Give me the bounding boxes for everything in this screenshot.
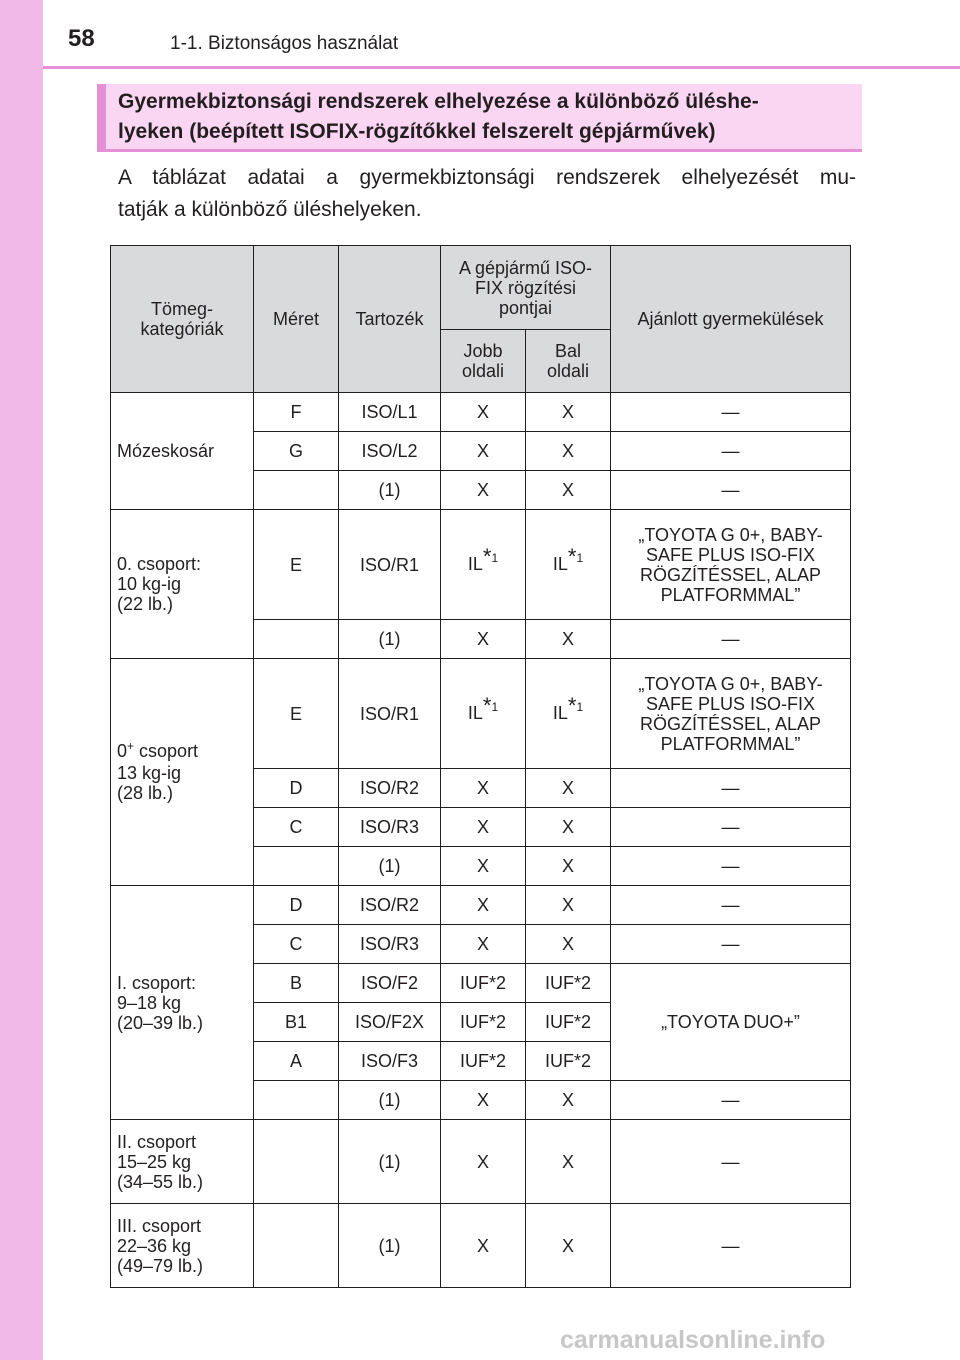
size-cell: A — [254, 1042, 339, 1081]
intro-line-1: A táblázat adatai a gyermekbiztonsági rendszerek elhelyezését mu- — [118, 166, 856, 189]
right-cell: IUF*2 — [441, 1003, 526, 1042]
size-cell — [254, 620, 339, 659]
weight-group-label: Mózeskosár — [111, 393, 254, 510]
header-weight-category: Tömeg- kategóriák — [111, 246, 254, 393]
size-cell: F — [254, 393, 339, 432]
left-cell: IL*$^1$ — [526, 659, 611, 769]
header-right-side: Jobb oldali — [441, 330, 526, 393]
left-cell: X — [526, 925, 611, 964]
fixture-cell: (1) — [339, 1120, 441, 1204]
left-cell: X — [526, 847, 611, 886]
weight-group-label: III. csoport 22–36 kg (49–79 lb.) — [111, 1204, 254, 1288]
header-isofix-points: A gépjármű ISO- FIX rögzítési pontjai — [441, 246, 611, 330]
left-cell: X — [526, 432, 611, 471]
recommended-cell: — — [611, 808, 851, 847]
recommended-cell: — — [611, 925, 851, 964]
weight-group-label: I. csoport: 9–18 kg (20–39 lb.) — [111, 886, 254, 1120]
recommended-cell: „TOYOTA DUO+” — [611, 964, 851, 1081]
intro-paragraph — [118, 162, 856, 226]
table-row — [111, 886, 851, 925]
size-cell — [254, 847, 339, 886]
size-cell: D — [254, 886, 339, 925]
fixture-cell: (1) — [339, 471, 441, 510]
header-divider — [43, 66, 960, 69]
left-cell: IUF*2 — [526, 1042, 611, 1081]
size-cell: G — [254, 432, 339, 471]
left-cell: X — [526, 1204, 611, 1288]
header-recommended-seats: Ajánlott gyermekülések — [611, 246, 851, 393]
table-row — [111, 510, 851, 620]
size-cell — [254, 1120, 339, 1204]
recommended-cell: — — [611, 886, 851, 925]
right-cell: X — [441, 925, 526, 964]
right-cell: IL*$^1$ — [441, 659, 526, 769]
right-cell: IUF*2 — [441, 1042, 526, 1081]
left-cell: X — [526, 769, 611, 808]
weight-group-label: 0+ csoport 13 kg-ig (28 lb.) — [111, 659, 254, 886]
fixture-cell: (1) — [339, 1081, 441, 1120]
right-cell: X — [441, 432, 526, 471]
fixture-cell: ISO/R3 — [339, 925, 441, 964]
recommended-cell: — — [611, 471, 851, 510]
size-cell: C — [254, 808, 339, 847]
left-cell: IL*$^1$ — [526, 510, 611, 620]
right-cell: X — [441, 620, 526, 659]
right-cell: X — [441, 769, 526, 808]
fixture-cell: ISO/R2 — [339, 769, 441, 808]
right-cell: X — [441, 808, 526, 847]
recommended-cell: — — [611, 1204, 851, 1288]
size-cell — [254, 1204, 339, 1288]
table-row — [111, 659, 851, 769]
fixture-cell: ISO/L1 — [339, 393, 441, 432]
section-heading-line-1: Gyermekbiztonsági rendszerek elhelyezése a különböző üléshe- — [118, 90, 759, 113]
fixture-cell: (1) — [339, 847, 441, 886]
fixture-cell: (1) — [339, 1204, 441, 1288]
fixture-cell: ISO/F2 — [339, 964, 441, 1003]
recommended-cell: — — [611, 620, 851, 659]
fixture-cell: ISO/F2X — [339, 1003, 441, 1042]
right-cell: X — [441, 847, 526, 886]
right-cell: IUF*2 — [441, 964, 526, 1003]
fixture-cell: (1) — [339, 620, 441, 659]
size-cell: C — [254, 925, 339, 964]
left-cell: IUF*2 — [526, 1003, 611, 1042]
right-cell: X — [441, 393, 526, 432]
left-cell: X — [526, 620, 611, 659]
header-fixture: Tartozék — [339, 246, 441, 393]
fixture-cell: ISO/L2 — [339, 432, 441, 471]
intro-line-2: tatják a különböző üléshelyeken. — [118, 198, 422, 221]
right-cell: IL*$^1$ — [441, 510, 526, 620]
recommended-cell: — — [611, 432, 851, 471]
table-row — [111, 1204, 851, 1288]
fixture-cell: ISO/F3 — [339, 1042, 441, 1081]
header-left-side: Bal oldali — [526, 330, 611, 393]
left-cell: X — [526, 471, 611, 510]
recommended-cell: „TOYOTA G 0+, BABY- SAFE PLUS ISO-FIX RÖGZÍTÉSSEL, ALAP PLATFORMMAL” — [611, 510, 851, 620]
right-cell: X — [441, 1120, 526, 1204]
header-size: Méret — [254, 246, 339, 393]
fixture-cell: ISO/R1 — [339, 510, 441, 620]
watermark: carmanualsonline.info — [560, 1326, 826, 1354]
section-heading-box — [97, 84, 862, 152]
section-title: 1-1. Biztonságos használat — [170, 33, 399, 54]
right-cell: X — [441, 886, 526, 925]
table-row — [111, 393, 851, 432]
size-cell — [254, 1081, 339, 1120]
weight-group-label: 0. csoport: 10 kg-ig (22 lb.) — [111, 510, 254, 659]
right-cell: X — [441, 1204, 526, 1288]
left-margin-bar — [0, 0, 43, 1360]
recommended-cell: — — [611, 1081, 851, 1120]
size-cell: E — [254, 659, 339, 769]
size-cell: B — [254, 964, 339, 1003]
size-cell — [254, 471, 339, 510]
left-cell: X — [526, 1081, 611, 1120]
left-cell: X — [526, 393, 611, 432]
fixture-cell: ISO/R3 — [339, 808, 441, 847]
recommended-cell: „TOYOTA G 0+, BABY- SAFE PLUS ISO-FIX RÖGZÍTÉSSEL, ALAP PLATFORMMAL” — [611, 659, 851, 769]
isofix-positions-table — [110, 245, 851, 1288]
recommended-cell: — — [611, 847, 851, 886]
fixture-cell: ISO/R1 — [339, 659, 441, 769]
size-cell: D — [254, 769, 339, 808]
recommended-cell: — — [611, 769, 851, 808]
recommended-cell: — — [611, 393, 851, 432]
size-cell: E — [254, 510, 339, 620]
left-cell: IUF*2 — [526, 964, 611, 1003]
left-cell: X — [526, 1120, 611, 1204]
table-row — [111, 1120, 851, 1204]
page-number: 58 — [68, 25, 95, 52]
right-cell: X — [441, 471, 526, 510]
section-heading-line-2: lyeken (beépített ISOFIX-rögzítőkkel felszerelt gépjárművek) — [118, 120, 716, 143]
fixture-cell: ISO/R2 — [339, 886, 441, 925]
weight-group-label: II. csoport 15–25 kg (34–55 lb.) — [111, 1120, 254, 1204]
recommended-cell: — — [611, 1120, 851, 1204]
right-cell: X — [441, 1081, 526, 1120]
left-cell: X — [526, 808, 611, 847]
left-cell: X — [526, 886, 611, 925]
size-cell: B1 — [254, 1003, 339, 1042]
